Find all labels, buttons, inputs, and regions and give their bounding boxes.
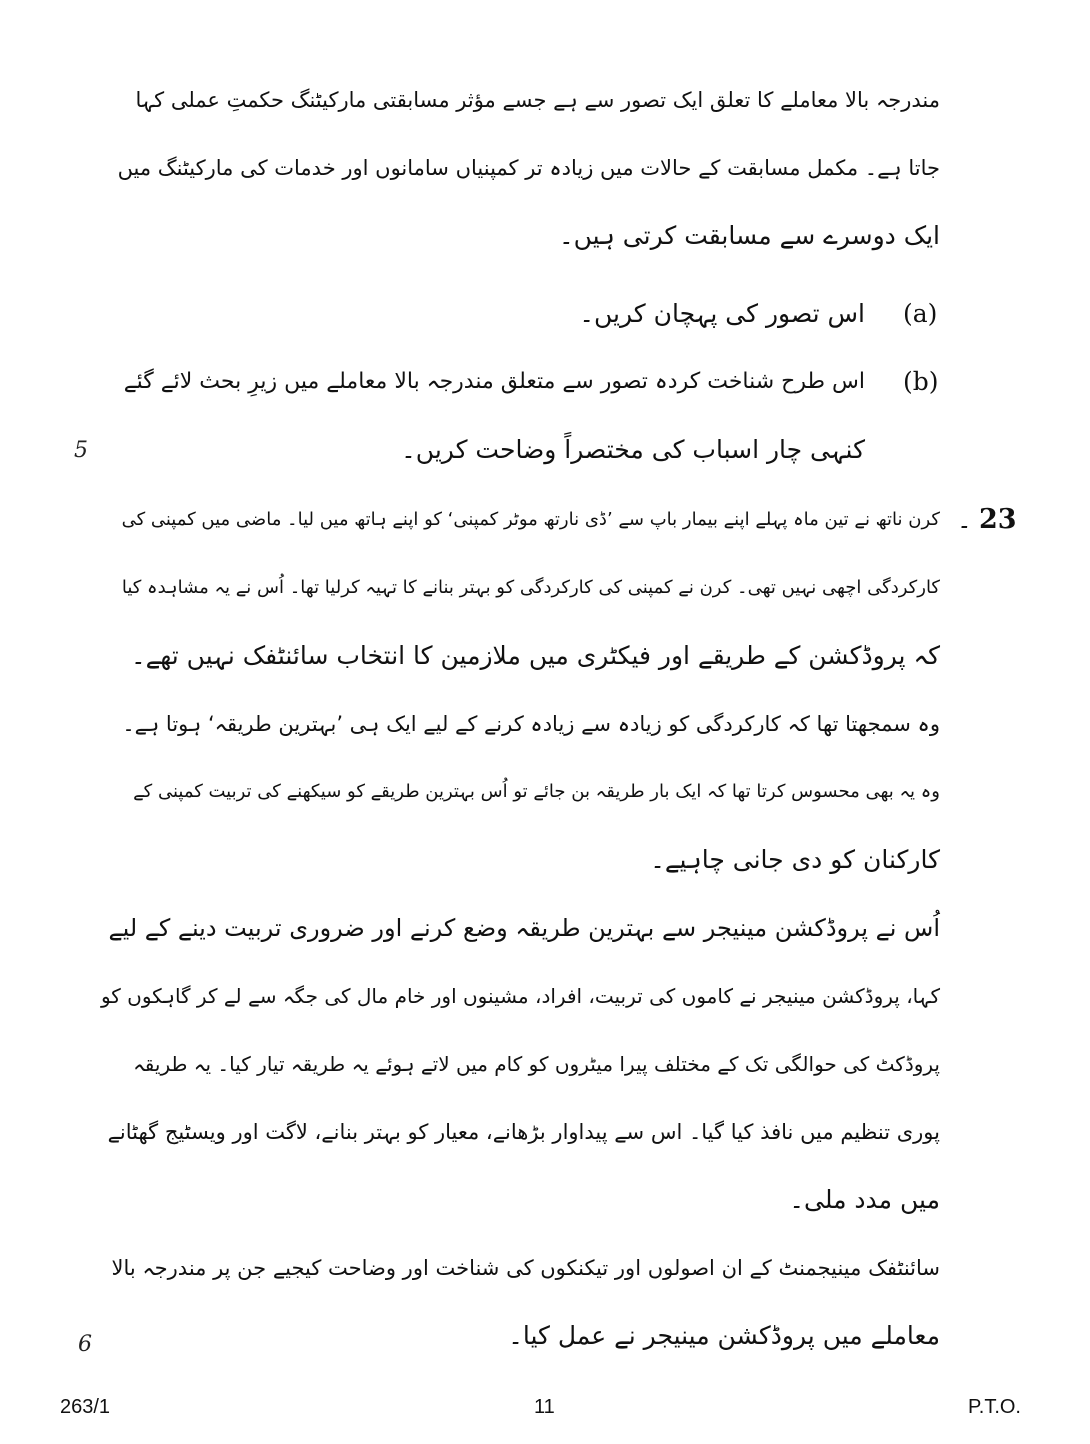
q23-line-6: کارکنان کو دی جانی چاہیے۔ [650,845,940,874]
q23-line-1: کرن ناتھ نے تین ماہ پہلے اپنے بیمار باپ سے ’ڈی نارتھ موٹر کمپنی‘ کو اپنے ہاتھ میں لیا۔ ماضی میں کمپنی کی [121,509,940,530]
part-b-text-line-1: اس طرح شناخت کردہ تصور سے متعلق مندرجہ بالا معاملے میں زیرِ بحث لائے گئے [123,369,865,394]
q23-line-13: معاملے میں پروڈکشن مینیجر نے عمل کیا۔ [508,1321,940,1350]
marks-q23: 6 [78,1332,92,1357]
part-b-text-line-2: کنہی چار اسباب کی مختصراً وضاحت کریں۔ [401,435,865,464]
q23-line-7: اُس نے پروڈکشن مینیجر سے بہترین طریقہ وضع کرنے اور ضروری تربیت دینے کے لیے [108,914,940,942]
q23-line-2: کارکردگی اچھی نہیں تھی۔ کرن نے کمپنی کی کارکردگی کو بہتر بنانے کا تہیہ کرلیا تھا۔ اُس نے یہ مشاہدہ کیا [121,577,940,598]
case-text-line-3: ایک دوسرے سے مسابقت کرتی ہیں۔ [558,221,940,250]
question-number: 23 [979,504,1017,535]
page-number: 11 [534,1396,555,1418]
q23-line-4: وہ سمجھتا تھا کہ کارکردگی کو زیادہ سے زیادہ کرنے کے لیے ایک ہی ’بہترین طریقہ‘ ہوتا ہے۔ [122,712,940,736]
q23-line-5: وہ یہ بھی محسوس کرتا تھا کہ ایک بار طریقہ بن جائے تو اُس بہترین طریقے کو سیکھنے کی تربیت کمپنی کے [133,781,940,802]
q23-line-11: میں مدد ملی۔ [789,1185,940,1214]
pto-label: P.T.O. [968,1396,1021,1418]
marks-q22: 5 [74,438,88,463]
case-text-line-2: جاتا ہے۔ مکمل مسابقت کے حالات میں زیادہ تر کمپنیاں سامانوں اور خدمات کی مارکیٹنگ میں [117,156,940,180]
q23-line-10: پوری تنظیم میں نافذ کیا گیا۔ اس سے پیداوار بڑھانے، معیار کو بہتر بنانے، لاگت اور ویسٹیج گھٹانے [107,1120,940,1144]
part-a-label: (a) [903,299,938,328]
q23-line-9: پروڈکٹ کی حوالگی تک کے مختلف پیرا میٹروں کو کام میں لاتے ہوئے یہ طریقہ تیار کیا۔ یہ طریقہ [133,1052,940,1076]
part-b-label: (b) [903,367,939,396]
question-number-dash: ۔ [957,505,972,534]
part-a-text: اس تصور کی پہچان کریں۔ [579,299,865,328]
q23-line-8: کہا، پروڈکشن مینیجر نے کاموں کی تربیت، افراد، مشینوں اور خام مال کی جگہ سے لے کر گاہکوں کو [100,984,940,1008]
q23-line-12: سائنٹفک مینیجمنٹ کے ان اصولوں اور تیکنکوں کی شناخت اور وضاحت کیجیے جن پر مندرجہ بالا [111,1256,940,1280]
q23-line-3: کہ پروڈکشن کے طریقے اور فیکٹری میں ملازمین کا انتخاب سائنٹفک نہیں تھے۔ [130,641,940,670]
paper-code: 263/1 [60,1396,111,1418]
case-text-line-1: مندرجہ بالا معاملے کا تعلق ایک تصور سے ہے جسے مؤثر مسابقتی مارکیٹنگ حکمتِ عملی کہا [135,88,940,112]
